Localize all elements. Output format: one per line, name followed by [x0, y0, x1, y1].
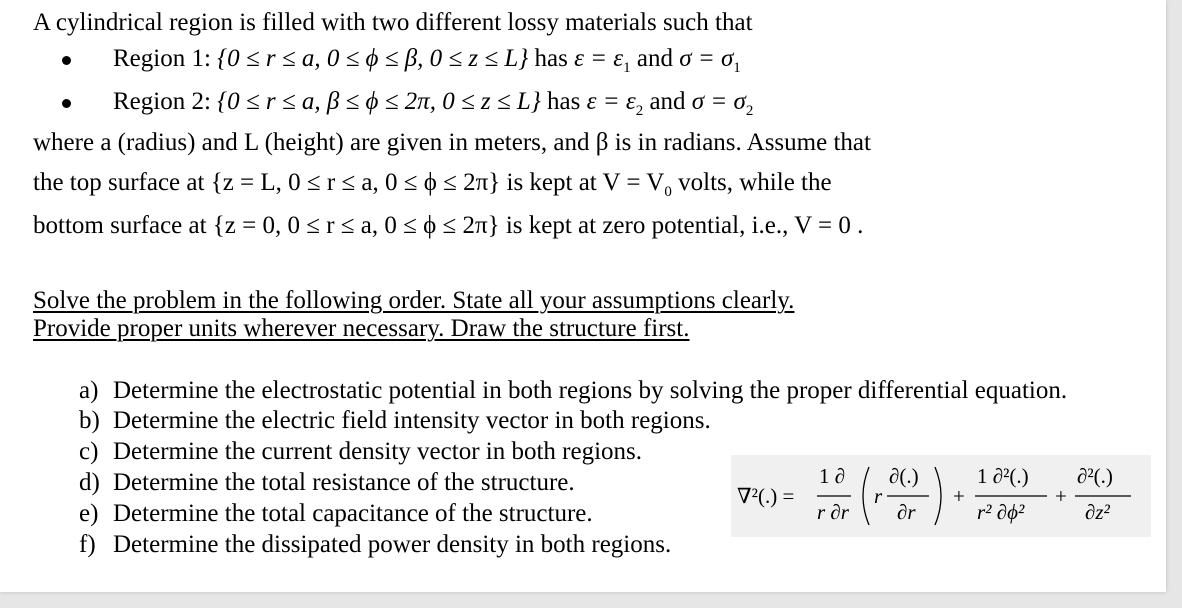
- region1-sig: σ = σ: [679, 45, 734, 72]
- formula-lhs: ∇²(.) =: [737, 484, 795, 508]
- question-text: Determine the electrostatic potential in both regions by solving the proper differential equation.: [113, 377, 1068, 404]
- region1-and: and: [636, 45, 674, 72]
- question-item: [79, 406, 711, 436]
- instruction-line-1: Solve the problem in the following order. State all your assumptions clearly.: [33, 287, 795, 314]
- bullet-region1: [62, 56, 71, 65]
- question-letter: c): [79, 438, 99, 465]
- region2-sig: σ = σ: [691, 88, 746, 115]
- question-letter: e): [79, 500, 99, 527]
- formula-inner-den: ∂r: [897, 500, 916, 524]
- bullet-region2: [62, 99, 71, 108]
- region2-eps: ε = ε: [586, 88, 636, 115]
- region2-eps-sub: 2: [635, 103, 644, 119]
- question-letter: b): [79, 407, 100, 434]
- formula-inner-r: r: [874, 484, 883, 508]
- para-line-2-b: volts, while the: [671, 169, 832, 196]
- question-text: Determine the electric field intensity vector in both regions.: [113, 407, 711, 434]
- instruction-line-2: Provide proper units wherever necessary. Draw the structure first.: [33, 315, 690, 342]
- region1-sig-sub: 1: [733, 60, 741, 76]
- para-line-3: bottom surface at {z = 0, 0 ≤ r ≤ a, 0 ≤ ϕ ≤ 2π} is kept at zero potential, i.e., V = 0 .: [33, 212, 864, 239]
- question-item: [79, 499, 593, 529]
- region2-sig-sub: 2: [745, 103, 754, 119]
- formula-inner-num: ∂(.): [889, 464, 919, 488]
- region1-label: Region 1:: [113, 45, 211, 72]
- question-text: Determine the current density vector in both regions.: [113, 438, 643, 465]
- region1-set: {0 ≤ r ≤ a, 0 ≤ ϕ ≤ β, 0 ≤ z ≤ L}: [217, 45, 529, 72]
- formula-t1-den: r ∂r: [817, 500, 849, 524]
- question-item: [79, 468, 575, 498]
- formula-t3-num: ∂²(.): [1077, 464, 1113, 488]
- question-letter: d): [79, 469, 100, 496]
- region2-has: has: [547, 88, 581, 115]
- region2-set: {0 ≤ r ≤ a, β ≤ ϕ ≤ 2π, 0 ≤ z ≤ L}: [217, 88, 541, 115]
- intro-text: A cylindrical region is filled with two different lossy materials such that: [33, 9, 753, 36]
- question-item: [79, 530, 671, 560]
- laplacian-formula-svg: [731, 455, 1151, 537]
- question-item: [79, 376, 1067, 406]
- region1-eps-sub: 1: [623, 60, 631, 76]
- region1-eps: ε = ε: [574, 45, 624, 72]
- question-letter: f): [79, 531, 96, 558]
- question-item: [79, 437, 642, 467]
- question-letter: a): [79, 377, 99, 404]
- question-text: Determine the total capacitance of the structure.: [113, 500, 593, 527]
- formula-plus-1: +: [953, 484, 965, 508]
- question-text: Determine the dissipated power density in both regions.: [113, 531, 672, 558]
- region1-line: [113, 44, 741, 83]
- formula-t2-num: 1 ∂²(.): [977, 464, 1029, 488]
- para-line-2: [33, 168, 832, 207]
- region2-and: and: [649, 88, 686, 115]
- region2-label: Region 2:: [113, 88, 211, 115]
- formula-t3-den: ∂z²: [1085, 500, 1110, 524]
- region1-has: has: [534, 45, 568, 72]
- formula-left-paren: [863, 467, 869, 525]
- para-line-2-sub: 0: [664, 184, 672, 200]
- region2-line: [113, 87, 753, 126]
- formula-right-paren: [935, 467, 941, 525]
- formula-plus-2: +: [1055, 484, 1067, 508]
- formula-t1-num: 1 ∂: [819, 464, 846, 488]
- question-text: Determine the total resistance of the structure.: [113, 469, 575, 496]
- para-line-2-a: the top surface at {z = L, 0 ≤ r ≤ a, 0 ≤ ϕ ≤ 2π} is kept at V = V: [33, 169, 665, 196]
- laplacian-formula: [731, 455, 1151, 537]
- para-line-1: where a (radius) and L (height) are given in meters, and β is in radians. Assume that: [33, 129, 871, 156]
- formula-t2-den: r² ∂ϕ²: [977, 500, 1025, 524]
